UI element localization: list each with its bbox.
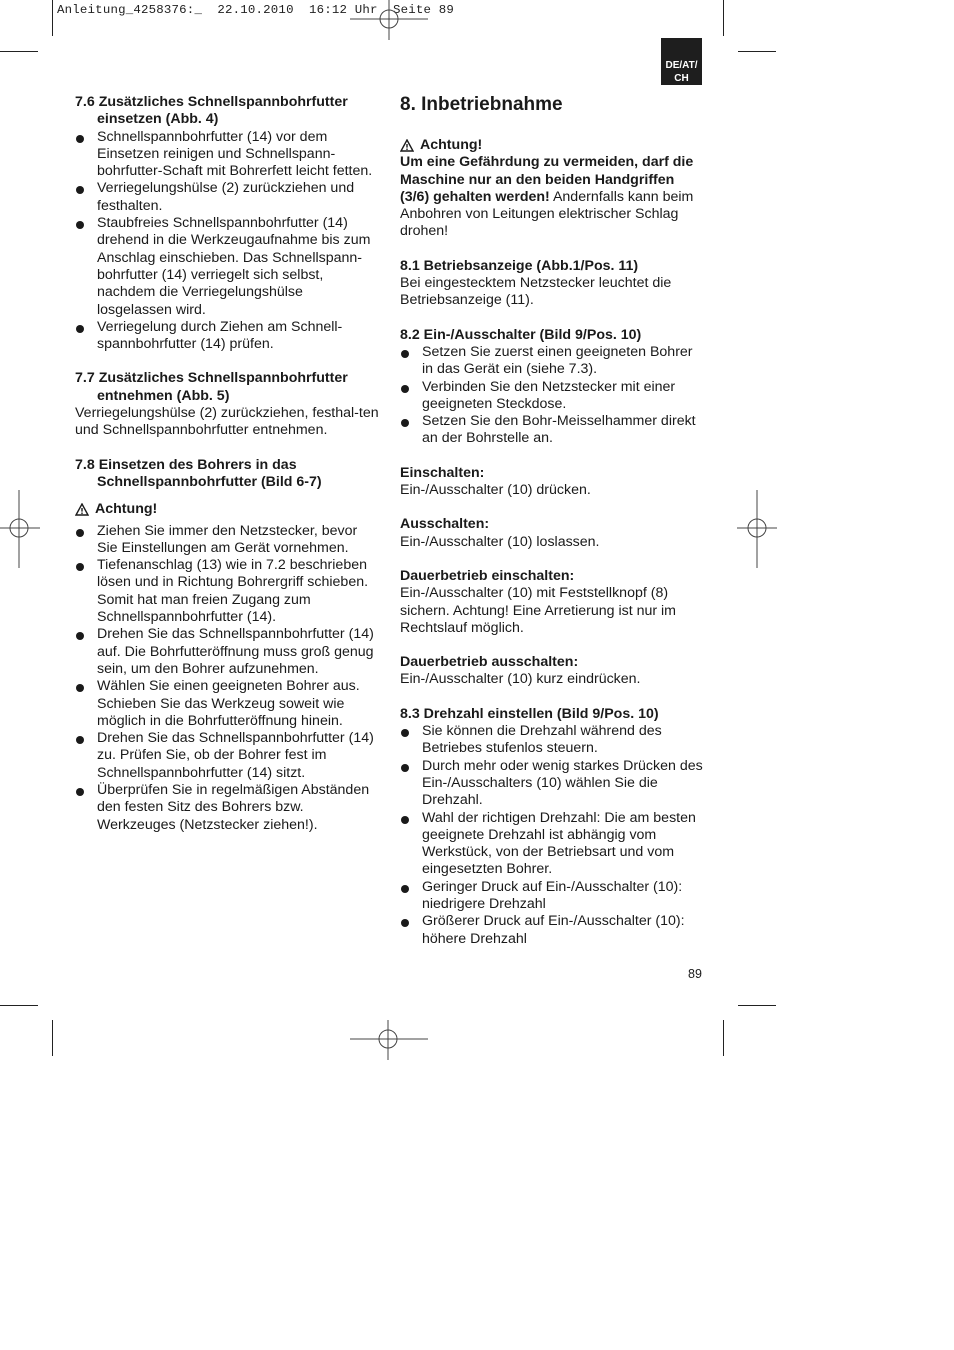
section-heading: 8.2 Ein-/Ausschalter (Bild 9/Pos. 10) (400, 326, 642, 343)
section-number: 7.8 (75, 456, 95, 473)
bullet-list (400, 723, 705, 948)
left-column (75, 94, 380, 834)
crop-mark (52, 1020, 53, 1056)
section-title-line: Zusätzliches Schnellspannbohrfutter (98, 370, 348, 387)
warning-text: Achtung! (95, 501, 158, 518)
list-item: Setzen Sie den Bohr-Meisselhammer direkt an der Bohrstelle an. (400, 413, 705, 448)
list-item: Drehen Sie das Schnellspannbohrfutter (14) zu. Prüfen Sie, ob der Bohrer fest im Schnellspannbohrfutter (14) sitzt. (75, 730, 380, 782)
list-item: Geringer Druck auf Ein-/Ausschalter (10): niedrigere Drehzahl (400, 879, 705, 914)
section-title-line: einsetzen (Abb. 4) (97, 111, 219, 128)
section-title-line: Zusätzliches Schnellspannbohrfutter (98, 94, 348, 110)
list-item: Verbinden Sie den Netzstecker mit einer geeigneten Steckdose. (400, 379, 705, 414)
chapter-heading: 8. Inbetriebnahme (400, 94, 563, 115)
section-heading (75, 457, 380, 492)
section-heading: 8.3 Drehzahl einstellen (Bild 9/Pos. 10) (400, 705, 659, 722)
list-item: Schnellspannbohrfutter (14) vor dem Einsetzen reinigen und Schnellspann-bohrfutter-Schaft mit Bohrerfett leicht fetten. (75, 129, 380, 181)
crop-mark (52, 0, 53, 36)
warning-label (75, 501, 380, 518)
warning-paragraph (400, 154, 705, 240)
registration-mark-icon (350, 0, 428, 40)
paragraph: Bei eingestecktem Netzstecker leuchtet die Betriebsanzeige (11). (400, 275, 672, 309)
section-heading: 8.1 Betriebsanzeige (Abb.1/Pos. 11) (400, 257, 639, 274)
warning-triangle-icon (75, 503, 89, 516)
paragraph: Verriegelungshülse (2) zurückziehen, festhal-ten und Schnellspannbohrfutter entnehmen. (75, 405, 379, 439)
list-item: Sie können die Drehzahl während des Betriebes stufenlos steuern. (400, 723, 705, 758)
section-heading (75, 94, 380, 129)
paragraph: Ein-/Ausschalter (10) mit Feststellknopf (8) sichern. Achtung! Eine Arretierung ist nur im Rechtslauf möglich. (400, 585, 677, 636)
warning-body: Andernfalls kann beim Anbohren von Leitungen elektrischer Schlag drohen! (400, 188, 694, 240)
crop-mark (723, 1020, 724, 1056)
warning-triangle-icon (400, 139, 414, 152)
list-item: Wahl der richtigen Drehzahl: Die am besten geeignete Drehzahl ist abhängig vom Werkstück, von der Betriebsart und vom eingesetzten Bohrer. (400, 810, 705, 879)
list-item: Größerer Druck auf Ein-/Ausschalter (10): höhere Drehzahl (400, 913, 705, 948)
language-badge (661, 38, 702, 85)
list-item: Drehen Sie das Schnellspannbohrfutter (14) auf. Die Bohrfutteröffnung muss groß genug sein, um den Bohrer aufzunehmen. (75, 626, 380, 678)
subheading: Einschalten: (400, 464, 485, 481)
warning-text: Achtung! (420, 137, 483, 153)
paragraph: Ein-/Ausschalter (10) loslassen. (400, 533, 600, 550)
section-heading (75, 370, 380, 405)
crop-mark (0, 1005, 38, 1006)
registration-mark-icon (0, 490, 40, 568)
list-item: Verriegelungshülse (2) zurückziehen und festhalten. (75, 180, 380, 215)
language-badge-line: DE/AT/ (665, 60, 698, 71)
crop-mark (723, 0, 724, 36)
page-number: 89 (688, 967, 702, 981)
section-title-line: Einsetzen des Bohrers in das (98, 456, 297, 473)
section-title-line: entnehmen (Abb. 5) (97, 387, 230, 404)
crop-mark (738, 1005, 776, 1006)
list-item: Durch mehr oder wenig starkes Drücken des Ein-/Ausschalters (10) wählen Sie die Drehzahl. (400, 758, 705, 810)
list-item: Überprüfen Sie in regelmäßigen Abständen den festen Sitz des Bohrers bzw. Werkzeuges (Netzstecker ziehen!). (75, 782, 380, 834)
right-column (400, 94, 705, 948)
warning-label (400, 137, 705, 154)
list-item: Staubfreies Schnellspannbohrfutter (14) drehend in die Werkzeugaufnahme bis zum Anschlag einschieben. Das Schnellspann-bohrfutter (14) verriegelt sich selbst, nachdem die Verriegelungshülse losgelassen wird. (75, 215, 380, 319)
paragraph: Ein-/Ausschalter (10) drücken. (400, 482, 591, 499)
list-item: Ziehen Sie immer den Netzstecker, bevor Sie Einstellungen am Gerät vornehmen. (75, 523, 380, 558)
section-title-line: Schnellspannbohrfutter (Bild 6-7) (97, 473, 322, 490)
registration-mark-icon (350, 1020, 428, 1060)
bullet-list (400, 344, 705, 448)
paragraph: Ein-/Ausschalter (10) kurz eindrücken. (400, 671, 641, 688)
subheading: Dauerbetrieb ausschalten: (400, 654, 579, 671)
list-item: Verriegelung durch Ziehen am Schnell-spannbohrfutter (14) prüfen. (75, 319, 380, 354)
print-slug: Anleitung_4258376:_ 22.10.2010 16:12 Uhr Seite 89 (57, 3, 455, 17)
subheading: Dauerbetrieb einschalten: (400, 567, 575, 584)
list-item: Setzen Sie zuerst einen geeigneten Bohrer in das Gerät ein (siehe 7.3). (400, 344, 705, 379)
crop-mark (738, 51, 776, 52)
section-number: 7.7 (75, 370, 95, 387)
bullet-list (75, 523, 380, 834)
warning-emphasis: Um eine Gefährdung zu vermeiden, darf die Maschine nur an den beiden Handgriffen (3/6) gehalten werden! (400, 154, 694, 205)
crop-mark (0, 51, 38, 52)
list-item: Wählen Sie einen geeigneten Bohrer aus. Schieben Sie das Werkzeug soweit wie möglich in die Bohrfutteröffnung hinein. (75, 678, 380, 730)
registration-mark-icon (737, 490, 777, 568)
language-badge-line: CH (674, 73, 689, 84)
list-item: Tiefenanschlag (13) wie in 7.2 beschrieben lösen und in Richtung Bohrergriff schieben. Somit hat man freien Zugang zum Schnellspannbohrfutter (14). (75, 557, 380, 626)
bullet-list (75, 129, 380, 354)
section-number: 7.6 (75, 94, 95, 110)
subheading: Ausschalten: (400, 516, 490, 533)
